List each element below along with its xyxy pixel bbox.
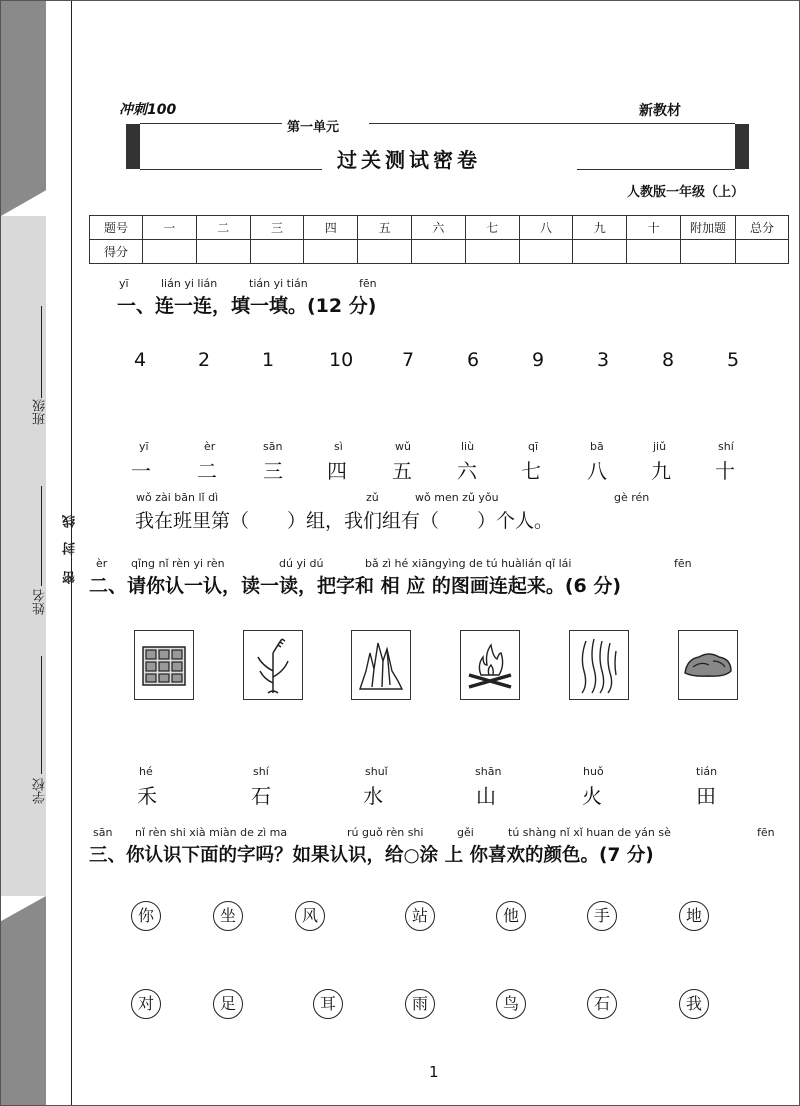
han-numeral[interactable]: 六 (457, 459, 477, 483)
number-item[interactable]: 4 (134, 349, 147, 371)
score-cell[interactable] (573, 240, 627, 264)
color-circle-character[interactable]: 站 (405, 901, 435, 931)
name-underline (41, 486, 42, 586)
fill-in-sentence[interactable]: 我在班里第（ ）组，我们组有（ ）个人。 (135, 510, 554, 532)
section1-pinyin: yī (119, 277, 129, 290)
number-item[interactable]: 7 (402, 349, 415, 371)
header-rule-bottom-right (577, 169, 735, 170)
han-pinyin: sì (334, 440, 343, 453)
color-circle-character[interactable]: 他 (496, 901, 526, 931)
page-title: 过关测试密卷 (337, 148, 481, 172)
mountain-icon[interactable] (351, 630, 411, 700)
section1-pinyin: fēn (359, 277, 377, 290)
word-pinyin: shí (253, 765, 269, 778)
score-header-cell: 九 (573, 216, 627, 240)
unit-label: 第一单元 (287, 120, 340, 135)
class-underline (41, 306, 42, 398)
number-item[interactable]: 8 (662, 349, 675, 371)
section3-pinyin: tú shàng nǐ xǐ huan de yán sè (508, 826, 671, 839)
han-pinyin: shí (718, 440, 734, 453)
header-rule-top-right (369, 123, 735, 124)
word-character[interactable]: 火 (582, 784, 602, 808)
color-circle-character[interactable]: 耳 (313, 989, 343, 1019)
seal-char-2: 封 (63, 542, 78, 555)
number-item[interactable]: 2 (198, 349, 211, 371)
score-value-row (90, 240, 789, 264)
han-pinyin: wǔ (395, 440, 411, 453)
color-circle-character[interactable]: 对 (131, 989, 161, 1019)
header-bar-left (126, 124, 140, 169)
color-circle-character[interactable]: 风 (295, 901, 325, 931)
name-label: 姓名 (33, 589, 48, 615)
score-header-cell: 一 (143, 216, 197, 240)
number-item[interactable]: 6 (467, 349, 480, 371)
seal-char-1: 线 (63, 515, 78, 528)
number-item[interactable]: 5 (727, 349, 740, 371)
han-pinyin: bā (590, 440, 604, 453)
new-material-label: 新教材 (639, 103, 681, 119)
sentence-pinyin: wǒ men zǔ yǒu (415, 491, 499, 504)
score-cell[interactable] (304, 240, 358, 264)
score-table (89, 215, 789, 264)
word-character[interactable]: 禾 (137, 784, 157, 808)
word-pinyin: huǒ (583, 765, 604, 778)
score-header-cell: 四 (304, 216, 358, 240)
section1-pinyin: tián yi tián (249, 277, 308, 290)
section2-pinyin: fēn (674, 557, 692, 570)
score-header-cell: 五 (358, 216, 412, 240)
color-circle-character[interactable]: 石 (587, 989, 617, 1019)
number-item[interactable]: 3 (597, 349, 610, 371)
score-header-cell: 总分 (736, 216, 789, 240)
stone-icon[interactable] (678, 630, 738, 700)
score-header-cell: 题号 (90, 216, 143, 240)
sentence-pinyin: gè rén (614, 491, 650, 504)
han-pinyin: yī (139, 440, 149, 453)
word-pinyin: shān (475, 765, 502, 778)
score-header-cell: 六 (411, 216, 465, 240)
word-character[interactable]: 水 (363, 784, 383, 808)
score-header-cell: 十 (627, 216, 681, 240)
word-pinyin: tián (696, 765, 718, 778)
score-cell[interactable] (411, 240, 465, 264)
word-pinyin: hé (139, 765, 153, 778)
section2-pinyin: èr (96, 557, 108, 570)
han-pinyin: qī (528, 440, 539, 453)
score-cell[interactable] (736, 240, 789, 264)
school-label: 学校 (33, 778, 48, 804)
score-header-cell: 三 (250, 216, 304, 240)
word-character[interactable]: 山 (476, 784, 496, 808)
score-row-label: 得分 (90, 240, 143, 264)
number-item[interactable]: 1 (262, 349, 275, 371)
color-circle-character[interactable]: 手 (587, 901, 617, 931)
color-circle-character[interactable]: 鸟 (496, 989, 526, 1019)
color-circle-character[interactable]: 你 (131, 901, 161, 931)
word-character[interactable]: 田 (696, 784, 716, 808)
binding-strip (1, 1, 78, 1105)
section1-pinyin: lián yi lián (161, 277, 218, 290)
score-cell[interactable] (358, 240, 412, 264)
section2-title: 二、请你认一认，读一读，把字和 相 应 的图画连起来。(6 分) (89, 575, 622, 597)
han-numeral[interactable]: 四 (327, 459, 347, 483)
han-numeral[interactable]: 七 (521, 459, 541, 483)
color-circle-character[interactable]: 我 (679, 989, 709, 1019)
score-header-cell: 八 (519, 216, 573, 240)
han-numeral[interactable]: 十 (715, 459, 735, 483)
score-header-cell: 七 (465, 216, 519, 240)
number-item[interactable]: 9 (532, 349, 545, 371)
brand-logo: 冲刺100 (119, 102, 177, 118)
score-header-row (90, 216, 789, 240)
water-icon[interactable] (569, 630, 629, 700)
strip-band-bottom (1, 896, 46, 1105)
han-pinyin: liù (461, 440, 475, 453)
school-underline (41, 656, 42, 774)
han-numeral[interactable]: 八 (587, 459, 607, 483)
word-character[interactable]: 石 (251, 784, 271, 808)
seal-char-3: 密 (63, 571, 78, 584)
sentence-pinyin: zǔ (366, 491, 379, 504)
page-number: 1 (429, 1063, 439, 1081)
word-pinyin: shuǐ (365, 765, 388, 778)
section3-title: 三、你认识下面的字吗？如果认识，给○涂 上 你喜欢的颜色。(7 分) (89, 845, 654, 866)
header-rule-top-left (140, 123, 282, 124)
han-pinyin: jiǔ (653, 440, 667, 453)
color-circle-character[interactable]: 坐 (213, 901, 243, 931)
section3-pinyin: fēn (757, 826, 775, 839)
han-numeral[interactable]: 三 (263, 459, 283, 483)
fire-icon[interactable] (460, 630, 520, 700)
han-pinyin: sān (263, 440, 283, 453)
header-rule-bottom-left (140, 169, 322, 170)
han-numeral[interactable]: 五 (392, 459, 412, 483)
header-bar-right (735, 124, 749, 169)
han-numeral[interactable]: 二 (197, 459, 217, 483)
han-numeral[interactable]: 一 (131, 459, 151, 483)
score-cell[interactable] (627, 240, 681, 264)
field-icon[interactable] (134, 630, 194, 700)
score-cell[interactable] (250, 240, 304, 264)
section3-pinyin: gěi (457, 826, 474, 839)
score-header-cell: 二 (196, 216, 250, 240)
number-item[interactable]: 10 (329, 349, 354, 371)
section2-pinyin: dú yi dú (279, 557, 324, 570)
section3-pinyin: nǐ rèn shi xià miàn de zì ma (135, 826, 288, 839)
score-cell[interactable] (681, 240, 736, 264)
strip-band-top (1, 1, 46, 216)
class-label: 班级 (33, 399, 48, 425)
edition-label: 人教版一年级（上） (627, 185, 745, 200)
section3-pinyin: sān (93, 826, 113, 839)
color-circle-character[interactable]: 足 (213, 989, 243, 1019)
color-circle-character[interactable]: 雨 (405, 989, 435, 1019)
han-numeral[interactable]: 九 (651, 459, 671, 483)
score-cell[interactable] (143, 240, 197, 264)
score-cell[interactable] (196, 240, 250, 264)
section2-pinyin: qǐng nǐ rèn yi rèn (131, 557, 225, 570)
han-pinyin: èr (204, 440, 216, 453)
section3-pinyin: rú guǒ rèn shi (347, 826, 424, 839)
rice-plant-icon[interactable] (243, 630, 303, 700)
section2-pinyin: bǎ zì hé xiāngyìng de tú huàlián qǐ lái (365, 557, 572, 570)
sentence-pinyin: wǒ zài bān lǐ dì (136, 491, 219, 504)
score-header-cell: 附加题 (681, 216, 736, 240)
score-cell[interactable] (519, 240, 573, 264)
color-circle-character[interactable]: 地 (679, 901, 709, 931)
section1-title: 一、连一连，填一填。(12 分) (117, 295, 377, 317)
score-cell[interactable] (465, 240, 519, 264)
